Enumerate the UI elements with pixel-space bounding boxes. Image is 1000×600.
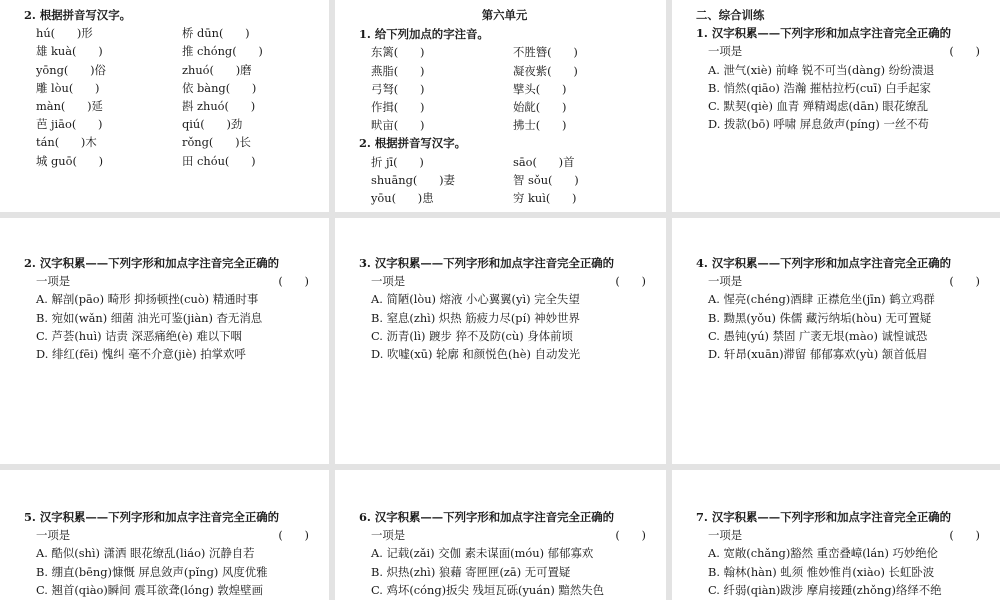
option-b: B. 黝黑(yǒu) 侏儒 藏污纳垢(hòu) 无可置疑 xyxy=(708,310,932,325)
pinyin-item: shuāng( )妻 xyxy=(371,172,455,187)
option-a: A. 酷似(shì) 潇洒 眼花缭乱(liáo) 沉静自若 xyxy=(36,546,255,561)
question-stem: 6. 汉字积累——下列字形和加点字注音完全正确的 xyxy=(359,510,615,524)
annotation-item: 弓弩( ) xyxy=(371,81,425,96)
annotation-item: 畎亩( ) xyxy=(371,118,425,133)
answer-row xyxy=(696,272,984,290)
question-heading: 1. 给下列加点的字注音。 xyxy=(359,27,489,42)
question-heading: 2. 根据拼音写汉字。 xyxy=(359,136,466,151)
option-d: D. 绯红(fēi) 愧纠 毫不介意(jiè) 拍掌欢呼 xyxy=(36,347,246,362)
answer-blank: ( ) xyxy=(278,528,309,543)
stem-continuation: 一项是 xyxy=(36,528,71,543)
answer-blank: ( ) xyxy=(949,528,980,543)
pinyin-item: 斟 zhuó( ) xyxy=(182,99,256,114)
pinyin-item: 芭 jiāo( ) xyxy=(36,117,103,132)
option-c: C. 愚钝(yú) 禁固 广袤无垠(mào) 诚惶诚恐 xyxy=(708,328,928,343)
option-c: C. 翘首(qiào)瞬间 震耳欲聋(lóng) 敦煌壁画 xyxy=(36,582,263,597)
answer-row xyxy=(696,526,984,544)
annotation-item: 擘头( ) xyxy=(513,81,567,96)
option-d: D. 吹嘘(xū) 轮廓 和颜悦色(hè) 自动发光 xyxy=(371,347,581,362)
question-stem: 5. 汉字积累——下列字形和加点字注音完全正确的 xyxy=(24,510,280,524)
stem-continuation: 一项是 xyxy=(36,274,71,289)
stem-continuation: 一项是 xyxy=(708,44,743,59)
pinyin-item: 推 chóng( ) xyxy=(182,44,263,59)
panel-question-7 xyxy=(672,470,1000,600)
pinyin-item: màn( )延 xyxy=(36,99,103,114)
pinyin-item: 雕 lòu( ) xyxy=(36,80,100,95)
annotation-item: 拂士( ) xyxy=(513,118,567,133)
answer-blank: ( ) xyxy=(615,274,646,289)
option-c: C. 纤弱(qiàn)跋涉 摩肩接踵(zhǒng)络绎不绝 xyxy=(708,582,942,597)
pinyin-item: 折 jī( ) xyxy=(371,154,424,169)
annotation-item: 东篱( ) xyxy=(371,45,425,60)
panel-unit-six xyxy=(335,0,666,212)
pinyin-item: 依 bàng( ) xyxy=(182,80,257,95)
pinyin-item: 智 sǒu( ) xyxy=(513,172,579,187)
option-a: A. 解剖(pāo) 畸形 抑扬顿挫(cuò) 精通时事 xyxy=(36,292,259,307)
panel-question-4 xyxy=(672,218,1000,464)
option-c: C. 默契(qiè) 血青 殚精竭虑(dān) 眼花缭乱 xyxy=(708,99,928,114)
stem-continuation: 一项是 xyxy=(371,274,406,289)
answer-blank: ( ) xyxy=(949,44,980,59)
pinyin-item: 雄 kuà( ) xyxy=(36,44,103,59)
option-b: B. 绷直(bēng)慷慨 屏息敛声(pǐng) 风度优雅 xyxy=(36,564,268,579)
pinyin-item: 穷 kuì( ) xyxy=(513,191,577,206)
answer-blank: ( ) xyxy=(615,528,646,543)
answer-row xyxy=(696,42,984,60)
question-stem: 4. 汉字积累——下列字形和加点字注音完全正确的 xyxy=(696,256,952,270)
option-a: A. 记载(zǎi) 交伽 素未谋面(móu) 郁郁寡欢 xyxy=(371,546,594,561)
option-a: A. 惺亮(chéng)酒肆 正襟危坐(jīn) 鹤立鸡群 xyxy=(708,292,935,307)
pinyin-grid xyxy=(359,153,650,208)
annotation-item: 燕脂( ) xyxy=(371,63,425,78)
option-c: C. 鸡坏(cóng)扳尖 残垣瓦砾(yuán) 黯然失色 xyxy=(371,582,605,597)
option-c: C. 沥青(lì) 踱步 猝不及防(cù) 身体前顷 xyxy=(371,328,573,343)
option-b: B. 窒息(zhì) 炽热 筋疲力尽(pí) 神妙世界 xyxy=(371,310,580,325)
option-a: A. 简陋(lòu) 熔液 小心翼翼(yì) 完全失望 xyxy=(371,292,580,307)
option-b: B. 翰林(hàn) 虬须 惟妙惟肖(xiào) 长虹卧波 xyxy=(708,564,935,579)
question-stem: 2. 汉字积累——下列字形和加点字注音完全正确的 xyxy=(24,256,280,270)
answer-row xyxy=(24,272,313,290)
question-heading: 2. 根据拼音写汉字。 xyxy=(24,8,131,22)
pinyin-item: 城 guō( ) xyxy=(36,153,104,168)
annotation-grid xyxy=(359,43,650,134)
panel-question-1 xyxy=(672,0,1000,212)
pinyin-item: tán( )木 xyxy=(36,135,97,150)
option-d: D. 轩昂(xuān)滞留 郁郁寡欢(yù) 颔首低眉 xyxy=(708,347,928,362)
panel-question-3 xyxy=(335,218,666,464)
pinyin-item: 田 chóu( ) xyxy=(182,153,256,168)
question-stem: 7. 汉字积累——下列字形和加点字注音完全正确的 xyxy=(696,510,952,524)
annotation-item: 始龀( ) xyxy=(513,100,567,115)
pinyin-item: hú( )形 xyxy=(36,26,93,41)
panel-question-5 xyxy=(0,470,329,600)
option-d: D. 拨款(bō) 呼啸 屏息敛声(píng) 一丝不苟 xyxy=(708,117,930,132)
pinyin-item: qiú( )劲 xyxy=(182,117,243,132)
pinyin-grid xyxy=(24,24,313,170)
pinyin-item: 桥 dūn( ) xyxy=(182,26,250,41)
panel-question-6 xyxy=(335,470,666,600)
question-stem: 1. 汉字积累——下列字形和加点字注音完全正确的 xyxy=(696,26,952,41)
option-a: A. 泄气(xiè) 前峰 锐不可当(dàng) 纷纷溃退 xyxy=(708,62,935,77)
annotation-item: 作揖( ) xyxy=(371,100,425,115)
option-c: C. 芦荟(huì) 诘责 深恶痛绝(è) 难以下咽 xyxy=(36,328,242,343)
pinyin-item: yōng( )俗 xyxy=(36,62,106,77)
panel-pinyin-writing xyxy=(0,0,329,212)
stem-continuation: 一项是 xyxy=(708,274,743,289)
answer-blank: ( ) xyxy=(278,274,309,289)
question-stem: 3. 汉字积累——下列字形和加点字注音完全正确的 xyxy=(359,256,615,270)
panel-question-2 xyxy=(0,218,329,464)
option-b: B. 炽热(zhì) 狼藉 寄匣匣(zā) 无可置疑 xyxy=(371,564,571,579)
pinyin-item: zhuó( )磨 xyxy=(182,62,252,77)
stem-continuation: 一项是 xyxy=(371,528,406,543)
option-b: B. 宛如(wǎn) 细菌 油光可鉴(jiàn) 杳无消息 xyxy=(36,310,263,325)
option-b: B. 悄然(qiāo) 浩瀚 摧枯拉朽(cuī) 白手起家 xyxy=(708,80,931,95)
answer-row xyxy=(24,526,313,544)
annotation-item: 凝夜紫( ) xyxy=(513,63,578,78)
unit-title: 第六单元 xyxy=(481,8,528,22)
annotation-item: 不胜簪( ) xyxy=(513,45,578,60)
answer-row xyxy=(359,272,650,290)
answer-blank: ( ) xyxy=(949,274,980,289)
pinyin-item: sāo( )首 xyxy=(513,154,575,169)
pinyin-item: rǒng( )长 xyxy=(182,135,251,150)
answer-row xyxy=(359,526,650,544)
option-a: A. 宽敞(chǎng)豁然 重峦叠嶂(lán) 巧妙绝伦 xyxy=(708,546,939,561)
section-heading: 二、综合训练 xyxy=(696,8,765,22)
stem-continuation: 一项是 xyxy=(708,528,743,543)
pinyin-item: yōu( )患 xyxy=(371,191,434,206)
